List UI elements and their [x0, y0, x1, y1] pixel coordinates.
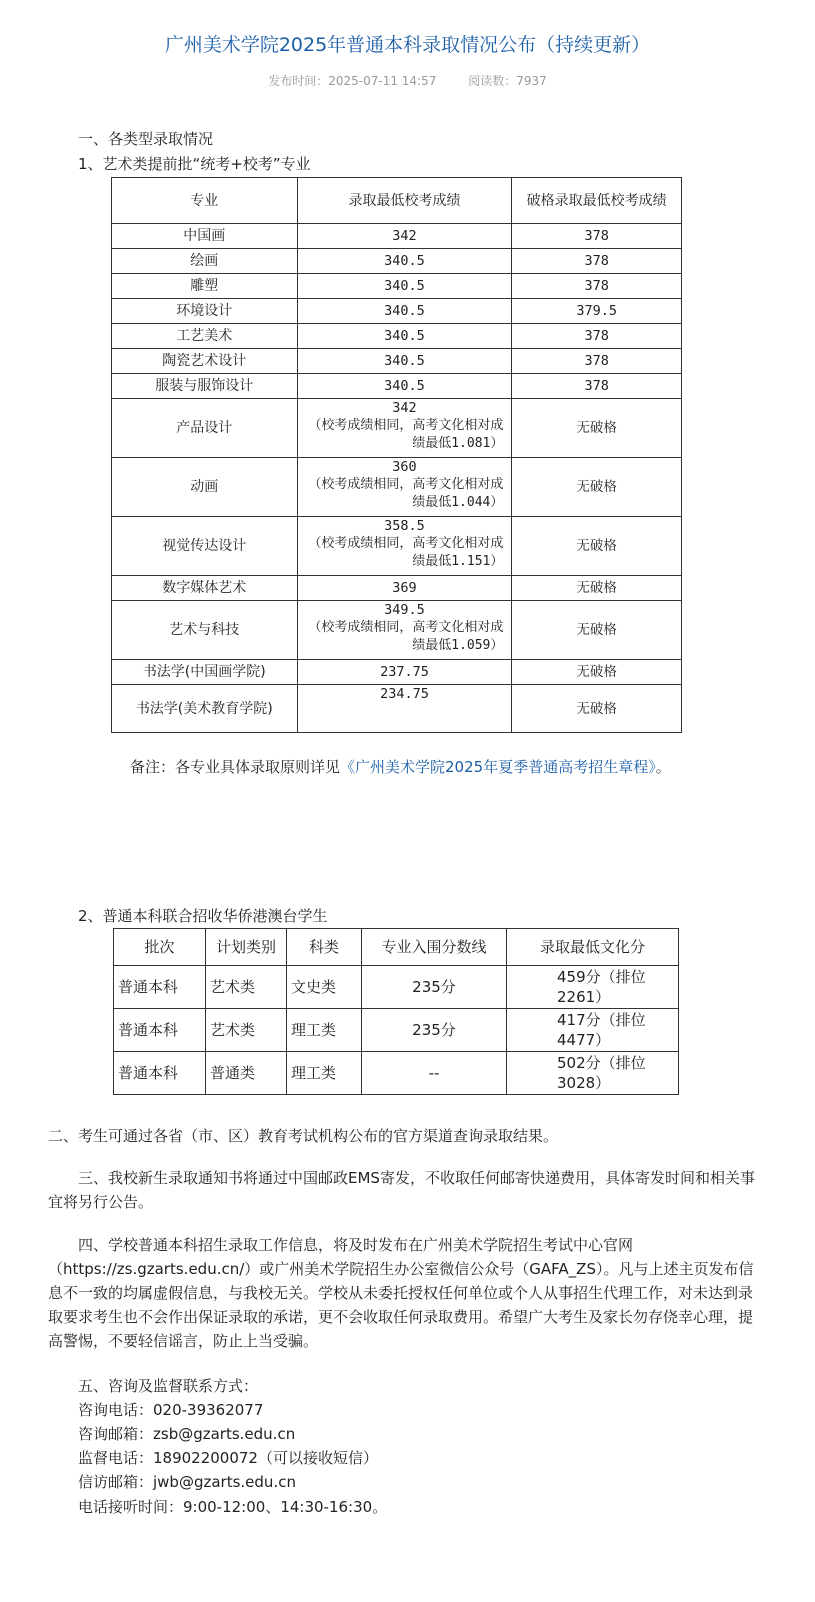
table-header-row [112, 178, 682, 224]
header-batch: 批次 [114, 929, 206, 966]
cell-major: 环境设计 [112, 299, 298, 324]
score-value: 340.5 [384, 303, 425, 319]
cell-min-score [297, 224, 512, 249]
read-count: 阅读数：7937 [468, 74, 547, 88]
cell-break-score: 379.5 [512, 299, 682, 324]
cell-break-score: 无破格 [512, 517, 682, 576]
cell-min-score [297, 349, 512, 374]
table-row [112, 224, 682, 249]
table-body [114, 966, 679, 1095]
contact-heading: 五、咨询及监督联系方式： [78, 1377, 259, 1395]
cell-major: 产品设计 [112, 399, 298, 458]
cell-min-score [297, 601, 512, 660]
cell-min-score [297, 324, 512, 349]
cell-min-culture: 417分（排位4477） [507, 1009, 679, 1052]
cell-min-score [297, 517, 512, 576]
cell-min-score [297, 458, 512, 517]
table-row [112, 374, 682, 399]
cell-break-score: 378 [512, 249, 682, 274]
header-plan: 计划类别 [206, 929, 287, 966]
cell-major: 视觉传达设计 [112, 517, 298, 576]
cell-break-score: 无破格 [512, 399, 682, 458]
table-header-row [114, 929, 679, 966]
score-value: 340.5 [384, 328, 425, 344]
cell-min-culture: 459分（排位2261） [507, 966, 679, 1009]
cell-subject: 文史类 [287, 966, 362, 1009]
cell-min-culture: 502分（排位3028） [507, 1052, 679, 1095]
cell-plan: 艺术类 [206, 1009, 287, 1052]
contact-phone: 咨询电话：020-39362077 [78, 1401, 264, 1419]
section3-text: 三、我校新生录取通知书将通过中国邮政EMS寄发，不收取任何邮寄快递费用，具体寄发时间和相关事宜将另行公告。 [48, 1169, 755, 1211]
table-row [112, 660, 682, 685]
section1-sub1: 1、艺术类提前批“统考+校考”专业 [78, 155, 311, 173]
score-note: （校考成绩相同，高考文化相对成绩最低1.081） [308, 418, 504, 451]
cell-major: 工艺美术 [112, 324, 298, 349]
cell-major: 书法学(美术教育学院) [112, 685, 298, 733]
table-row [112, 274, 682, 299]
score-value: 342 [392, 400, 417, 416]
cell-major: 绘画 [112, 249, 298, 274]
cell-break-score: 无破格 [512, 601, 682, 660]
score-value: 360 [392, 459, 417, 475]
cell-min-score [297, 685, 512, 733]
cell-break-score: 378 [512, 324, 682, 349]
score-value: 340.5 [384, 353, 425, 369]
cell-cutoff: 235分 [362, 1009, 507, 1052]
score-value: 237.75 [380, 664, 429, 680]
phone-hours: 电话接听时间：9:00-12:00、14:30-16:30。 [78, 1498, 388, 1516]
cell-major: 服装与服饰设计 [112, 374, 298, 399]
score-value: 349.5 [384, 602, 425, 618]
cell-batch: 普通本科 [114, 1052, 206, 1095]
cell-major: 书法学(中国画学院) [112, 660, 298, 685]
cell-break-score: 无破格 [512, 660, 682, 685]
cell-min-score [297, 576, 512, 601]
cell-batch: 普通本科 [114, 966, 206, 1009]
cell-min-score [297, 274, 512, 299]
note-line [130, 756, 671, 777]
table-row [112, 399, 682, 458]
cell-cutoff: 235分 [362, 966, 507, 1009]
table-row [112, 458, 682, 517]
table-row [112, 517, 682, 576]
score-value: 340.5 [384, 378, 425, 394]
table-row [112, 601, 682, 660]
article-meta [0, 72, 815, 89]
cell-break-score: 378 [512, 224, 682, 249]
cell-major: 中国画 [112, 224, 298, 249]
table-row [112, 249, 682, 274]
table-row [112, 685, 682, 733]
score-value: 234.75 [380, 686, 429, 702]
art-admission-table [111, 177, 682, 733]
section1-sub2: 2、普通本科联合招收华侨港澳台学生 [78, 907, 328, 925]
score-value: 369 [392, 580, 417, 596]
header-min-culture: 录取最低文化分 [507, 929, 679, 966]
cell-major: 数字媒体艺术 [112, 576, 298, 601]
table-row [112, 576, 682, 601]
cell-plan: 艺术类 [206, 966, 287, 1009]
cell-cutoff: -- [362, 1052, 507, 1095]
header-break-score: 破格录取最低校考成绩 [512, 178, 682, 224]
cell-break-score: 378 [512, 274, 682, 299]
header-cutoff: 专业入围分数线 [362, 929, 507, 966]
cell-major: 动画 [112, 458, 298, 517]
score-value: 340.5 [384, 278, 425, 294]
table-row [114, 1052, 679, 1095]
header-min-score: 录取最低校考成绩 [297, 178, 512, 224]
admission-rules-link[interactable]: 《广州美术学院2025年夏季普通高考招生章程》 [340, 758, 656, 776]
table-body [112, 224, 682, 733]
cell-major: 雕塑 [112, 274, 298, 299]
cell-break-score: 无破格 [512, 458, 682, 517]
score-note: （校考成绩相同，高考文化相对成绩最低1.151） [308, 536, 504, 569]
cell-min-score [297, 660, 512, 685]
section4-text: 四、学校普通本科招生录取工作信息，将及时发布在广州美术学院招生考试中心官网（https://zs.gzarts.edu.cn/）或广州美术学院招生办公室微信公众号（GAFA_ZS）。凡与上述主页发布信息不一致的均属虚假信息，与我校无关。学校从未委托授权任何单位或个人从事招生代理工作，对未达到录取要求考生也不会作出保证录取的承诺，更不会收取任何录取费用。希望广大考生及家长勿存侥幸心理，提高警惕，不要轻信谣言，防止上当受骗。 [48, 1236, 754, 1350]
score-value: 358.5 [384, 518, 425, 534]
cell-major: 艺术与科技 [112, 601, 298, 660]
cell-min-score [297, 299, 512, 324]
cell-min-score [297, 249, 512, 274]
cell-min-score [297, 399, 512, 458]
cell-break-score: 无破格 [512, 576, 682, 601]
article-title: 广州美术学院2025年普通本科录取情况公布（持续更新） [164, 34, 651, 56]
cell-subject: 理工类 [287, 1052, 362, 1095]
cell-plan: 普通类 [206, 1052, 287, 1095]
score-note: （校考成绩相同，高考文化相对成绩最低1.059） [308, 620, 504, 653]
section1-heading: 一、各类型录取情况 [78, 130, 214, 148]
cell-subject: 理工类 [287, 1009, 362, 1052]
header-major: 专业 [112, 178, 298, 224]
table-row [114, 966, 679, 1009]
petition-email: 信访邮箱：jwb@gzarts.edu.cn [78, 1473, 296, 1491]
header-subject: 科类 [287, 929, 362, 966]
publish-time: 发布时间：2025-07-11 14:57 [268, 74, 437, 88]
score-value: 342 [392, 228, 417, 244]
score-note: （校考成绩相同，高考文化相对成绩最低1.044） [308, 477, 504, 510]
cell-major: 陶瓷艺术设计 [112, 349, 298, 374]
cell-break-score: 无破格 [512, 685, 682, 733]
cell-break-score: 378 [512, 374, 682, 399]
supervise-phone: 监督电话：18902200072（可以接收短信） [78, 1449, 378, 1467]
table-row [112, 299, 682, 324]
table-row [112, 324, 682, 349]
section2-text: 二、考生可通过各省（市、区）教育考试机构公布的官方渠道查询录取结果。 [48, 1127, 559, 1145]
contact-email: 咨询邮箱：zsb@gzarts.edu.cn [78, 1425, 296, 1443]
cell-min-score [297, 374, 512, 399]
table-row [112, 349, 682, 374]
overseas-admission-table [113, 928, 679, 1095]
cell-break-score: 378 [512, 349, 682, 374]
note-prefix: 备注：各专业具体录取原则详见 [130, 758, 341, 776]
cell-batch: 普通本科 [114, 1009, 206, 1052]
score-value: 340.5 [384, 253, 425, 269]
note-suffix: 。 [655, 758, 671, 776]
table-row [114, 1009, 679, 1052]
